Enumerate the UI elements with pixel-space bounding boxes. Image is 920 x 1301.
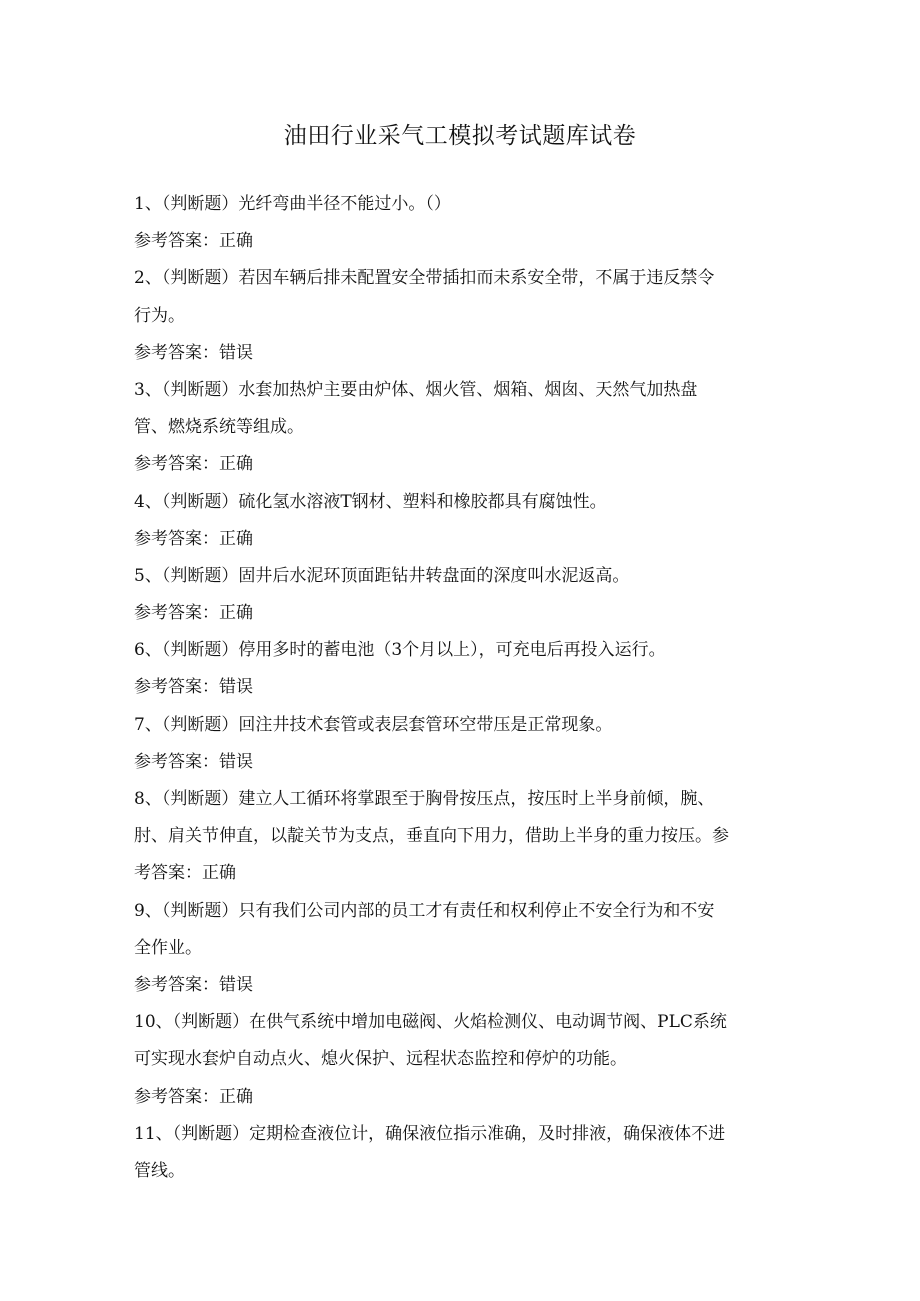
answer-3: 参考答案：正确 bbox=[134, 454, 253, 475]
question-11-text: 11、（判断题）定期检查液位计，确保液位指示准确，及时排液，确保液体不进 bbox=[134, 1123, 726, 1144]
question-5-text: 5、（判断题）固井后水泥环顶面距钻井转盘面的深度叫水泥返高。 bbox=[134, 565, 630, 586]
question-8-text: 8、（判断题）建立人工循环将掌跟至于胸骨按压点，按压时上半身前倾，腕、 bbox=[134, 789, 715, 809]
question-3-text-cont: 管、燃烧系统等组成。 bbox=[134, 417, 304, 438]
answer-10: 参考答案：正确 bbox=[134, 1086, 253, 1107]
answer-5: 参考答案：正确 bbox=[134, 603, 253, 624]
question-10-text: 10、（判断题）在供气系统中增加电磁阀、火焰检测仪、电动调节阀、PLC系统 bbox=[134, 1012, 727, 1033]
question-6-text: 6、（判断题）停用多时的蓄电池（3个月以上），可充电后再投入运行。 bbox=[134, 640, 666, 661]
answer-4: 参考答案：正确 bbox=[134, 528, 253, 549]
question-9-text: 9、（判断题）只有我们公司内部的员工才有责任和权利停止不安全行为和不安 bbox=[134, 900, 715, 921]
answer-1: 参考答案：正确 bbox=[134, 231, 253, 252]
question-8-text-cont: 肘、肩关节伸直，以靛关节为支点，垂直向下用力，借助上半身的重力按压。参 bbox=[134, 826, 729, 847]
question-2-text: 2、（判断题）若因车辆后排未配置安全带插扣而未系安全带，不属于违反禁令 bbox=[134, 268, 715, 289]
question-10-text-cont: 可实现水套炉自动点火、熄火保护、远程状态监控和停炉的功能。 bbox=[134, 1049, 627, 1070]
answer-7: 参考答案：错误 bbox=[134, 751, 253, 772]
question-3-text: 3、（判断题）水套加热炉主要由炉体、烟火管、烟箱、烟囱、天然气加热盘 bbox=[134, 379, 698, 400]
answer-6: 参考答案：错误 bbox=[134, 677, 253, 698]
answer-8: 考答案：正确 bbox=[134, 863, 236, 884]
question-1-text: 1、（判断题）光纤弯曲半径不能过小。（） bbox=[134, 194, 451, 214]
answer-2: 参考答案：错误 bbox=[134, 342, 253, 363]
question-list bbox=[134, 186, 788, 1190]
answer-9: 参考答案：错误 bbox=[134, 974, 253, 995]
document-title: 油田行业采气工模拟考试题库试卷 bbox=[283, 123, 637, 149]
question-9-text-cont: 全作业。 bbox=[134, 937, 202, 958]
question-11-text-cont: 管线。 bbox=[134, 1160, 185, 1181]
question-2-text-cont: 行为。 bbox=[134, 305, 185, 326]
question-7-text: 7、（判断题）回注井技术套管或表层套管环空带压是正常现象。 bbox=[134, 714, 613, 735]
question-4-text: 4、（判断题）硫化氢水溶液T钢材、塑料和橡胶都具有腐蚀性。 bbox=[134, 491, 607, 512]
